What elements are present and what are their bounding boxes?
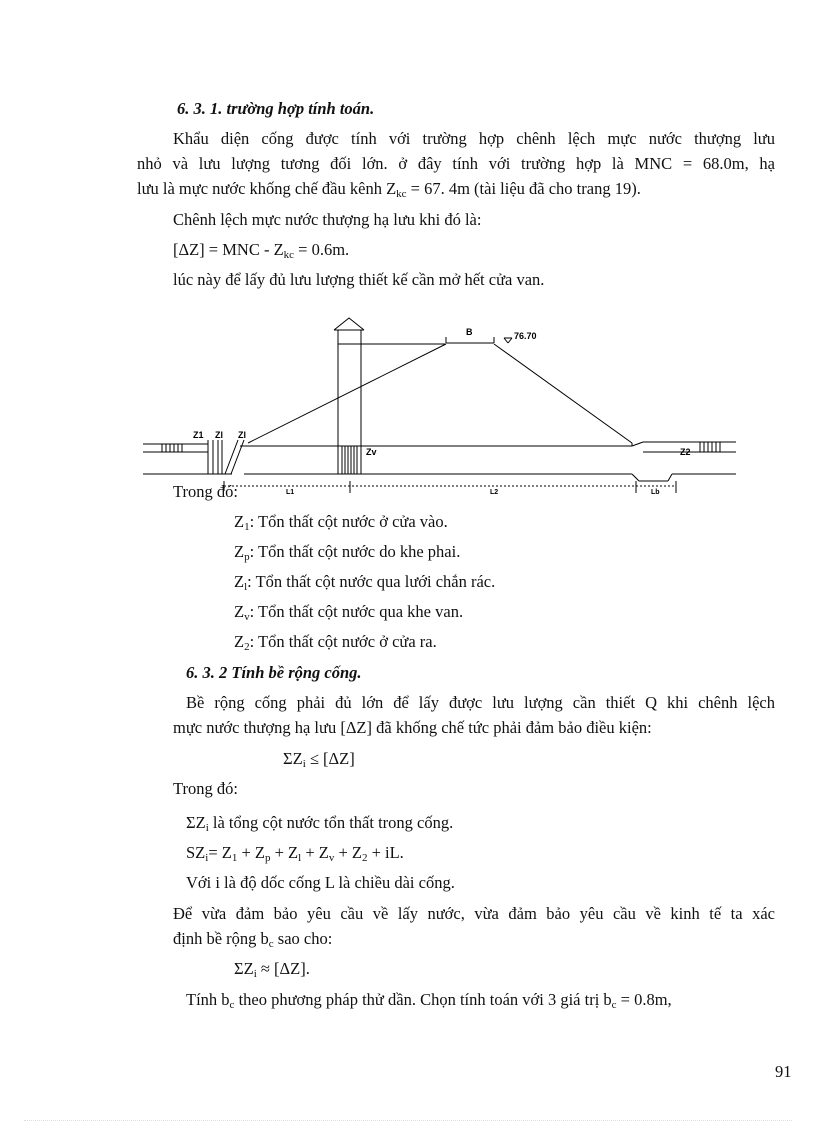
legend-item: $Z_2$: Tổn thất cột nước ở cửa ra. (234, 632, 437, 653)
paragraph-line: Tính $b_c$ theo phương pháp thử dần. Chọn tính toán với 3 giá trị $b_c = 0.8m$, (186, 990, 672, 1011)
paragraph-line: nhỏ và lưu lượng tương đối lớn. ở đây tính với trường hợp là MNC = 68.0m, hạ (137, 154, 775, 173)
paragraph-line: Với i là độ dốc cống L là chiều dài cống. (186, 873, 455, 892)
paragraph-line: Khẩu diện cống được tính với trường hợp chênh lệch mực nước thượng lưu (173, 129, 775, 148)
culvert-diagram (0, 0, 816, 520)
label-zl-a: Zl (215, 430, 223, 440)
label-zl-b: Zl (238, 430, 246, 440)
paragraph-line: Chênh lệch mực nước thượng hạ lưu khi đó là: (173, 210, 482, 229)
paragraph-line: lúc này để lấy đủ lưu lượng thiết kế cần mở hết cửa van. (173, 270, 545, 289)
dam-upstream-slope (248, 344, 446, 443)
legend-item: $Z_1$: Tổn thất cột nước ở cửa vào. (234, 512, 448, 533)
label-z1: Z1 (193, 430, 204, 440)
paragraph-line: lưu là mực nước khống chế đầu kênh $Z_{kc} = 67$. 4m (tài liệu đã cho trang 19). (137, 179, 641, 200)
label-l1: L1 (286, 489, 295, 496)
sum-equation: $SZ_i= Z_1 + Z_p + Z_l + Z_v + Z_2$ + iL. (186, 843, 404, 864)
level-label: 76.70 (514, 331, 537, 341)
label-lb: Lb (651, 489, 660, 496)
legend-item: $Z_v$: Tổn thất cột nước qua khe van. (234, 602, 464, 623)
paragraph-line: Bề rộng cống phải đủ lớn để lấy được lưu lượng cần thiết Q khi chênh lệch (186, 693, 775, 712)
footer-divider (24, 1120, 792, 1121)
label-b: B (466, 327, 473, 337)
section-heading-631: 6. 3. 1. trường hợp tính toán. (177, 99, 375, 118)
condition-formula: $\Sigma Z_i \le [\Delta Z]$ (283, 749, 355, 770)
paragraph-line: $\Sigma Z_i$ là tổng cột nước tổn thất trong cống. (186, 813, 454, 834)
paragraph-line: định bề rộng $b_c$ sao cho: (173, 929, 333, 950)
label-z2: Z2 (680, 447, 691, 457)
legend-item: $Z_p$: Tổn thất cột nước do khe phai. (234, 542, 461, 563)
legend-intro: Trong đó: (173, 482, 238, 501)
paragraph-line: mực nước thượng hạ lưu [ΔZ] đã khống chế tức phải đảm bảo điều kiện: (173, 718, 652, 737)
formula-delta-z: [ΔZ] = MNC - $Z_{kc} = 0.6m$. (173, 240, 350, 261)
paragraph-line: Để vừa đảm bảo yêu cầu về lấy nước, vừa đảm bảo yêu cầu về kinh tế ta xác (173, 904, 775, 923)
tower-arrow (334, 318, 364, 330)
legend-item: $Z_l$: Tổn thất cột nước qua lưới chắn rác. (234, 572, 496, 593)
label-l2: L2 (490, 489, 499, 496)
section-heading-632: 6. 3. 2 Tính bề rộng cống. (186, 663, 362, 682)
dam-downstream-slope (494, 344, 632, 443)
label-zv: Zv (366, 447, 377, 457)
approx-formula: $\Sigma Z_i \approx [\Delta Z]$. (234, 959, 310, 980)
page-number: 91 (775, 1062, 792, 1081)
paragraph-line: Trong đó: (173, 779, 238, 798)
